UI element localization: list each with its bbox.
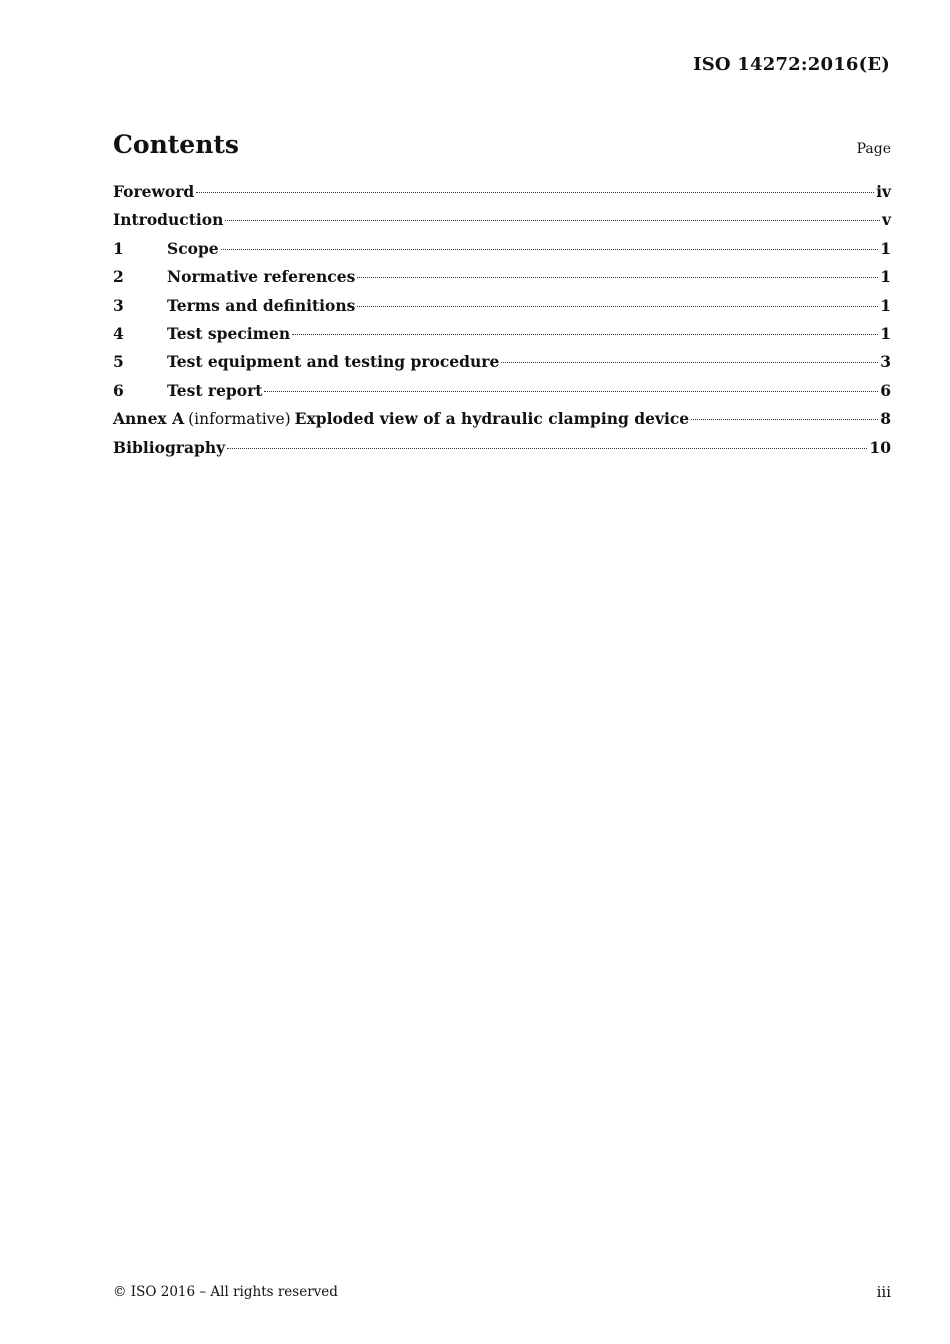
dot-leader <box>196 192 874 193</box>
toc-entry-title: Test report <box>167 380 263 400</box>
toc-entry-number: 5 <box>113 352 124 372</box>
toc-entry-test-specimen[interactable] <box>113 324 891 352</box>
toc-entry-page: 10 <box>869 437 891 457</box>
toc-entry-title: Terms and definitions <box>167 295 356 315</box>
toc-entry-page: 1 <box>880 295 891 315</box>
dot-leader <box>357 306 878 307</box>
toc-entry-annex-a[interactable] <box>113 409 891 437</box>
toc-entry-number: 3 <box>113 295 124 315</box>
footer-copyright: © ISO 2016 – All rights reserved <box>113 1284 338 1300</box>
toc-entry-terms-and-definitions[interactable] <box>113 296 891 324</box>
toc-entry-page: iv <box>876 182 891 201</box>
toc-entry-title: Test specimen <box>167 323 291 343</box>
toc-entry-bibliography[interactable] <box>113 438 891 466</box>
footer-page-number: iii <box>876 1283 891 1301</box>
toc-entry-number: 6 <box>113 380 124 400</box>
toc-entry-title: Normative references <box>167 267 356 287</box>
dot-leader <box>357 277 878 278</box>
table-of-contents <box>113 182 891 466</box>
toc-entry-title: Exploded view of a hydraulic clamping device <box>294 409 690 429</box>
toc-entry-number: 4 <box>113 323 124 343</box>
toc-entry-page: 1 <box>880 267 891 287</box>
toc-entry-title: Bibliography <box>113 437 226 457</box>
toc-entry-page: v <box>881 210 891 230</box>
dot-leader <box>227 448 867 449</box>
toc-entry-scope[interactable] <box>113 239 891 267</box>
toc-entry-introduction[interactable] <box>113 210 891 238</box>
dot-leader <box>501 362 878 363</box>
toc-entry-test-equipment[interactable] <box>113 352 891 380</box>
toc-entry-title: Scope <box>167 238 219 258</box>
toc-entry-foreword[interactable] <box>113 182 891 210</box>
contents-header <box>113 130 891 159</box>
dot-leader <box>221 249 879 250</box>
document-id: ISO 14272:2016(E) <box>693 54 890 75</box>
toc-entry-title: Foreword <box>113 182 195 201</box>
dot-leader <box>691 419 878 420</box>
toc-entry-title: Test equipment and testing procedure <box>167 352 500 372</box>
toc-entry-test-report[interactable] <box>113 381 891 409</box>
toc-entry-page: 8 <box>880 409 891 429</box>
toc-entry-title: Introduction <box>113 210 224 230</box>
annex-note: (informative) <box>188 410 291 429</box>
dot-leader <box>264 391 878 392</box>
contents-title: Contents <box>113 130 240 159</box>
page-column-label: Page <box>856 141 891 157</box>
toc-entry-page: 6 <box>880 380 891 400</box>
dot-leader <box>292 334 878 335</box>
toc-entry-number: 2 <box>113 267 124 287</box>
toc-entry-page: 1 <box>880 323 891 343</box>
toc-entry-page: 3 <box>880 352 891 372</box>
dot-leader <box>225 220 880 221</box>
annex-prefix: Annex A <box>113 409 185 429</box>
toc-entry-number: 1 <box>113 238 124 258</box>
toc-entry-page: 1 <box>880 238 891 258</box>
toc-entry-normative-references[interactable] <box>113 267 891 295</box>
